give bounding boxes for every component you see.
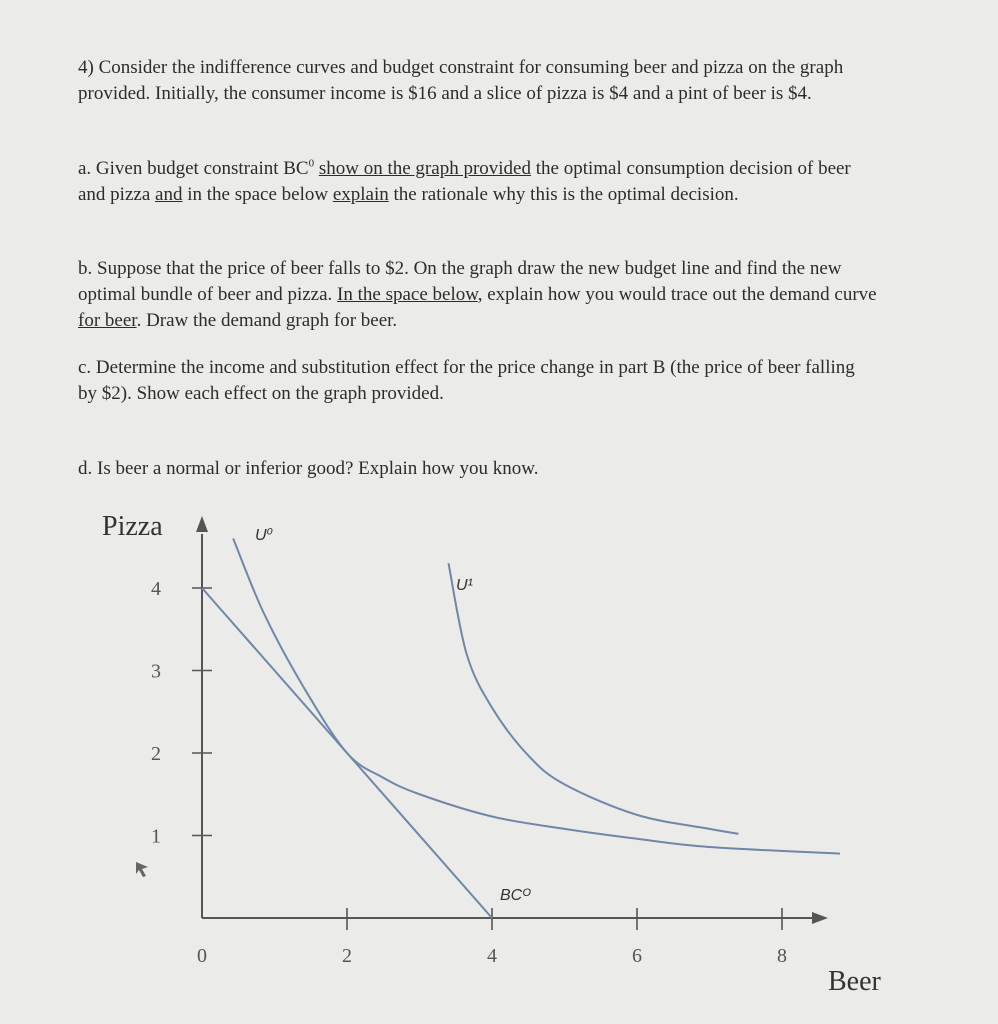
x-tick-label-2: 2: [342, 945, 352, 967]
y-tick-label-3: 3: [151, 660, 161, 683]
y-tick-label-1: 1: [151, 825, 161, 848]
curve-u1: [449, 563, 739, 834]
y-axis-title: Pizza: [102, 511, 163, 542]
curve-u0: [233, 539, 840, 854]
part-a-underline-2: and: [155, 184, 183, 205]
part-b-text-1: b. Suppose that the price of beer falls to $2. On the graph draw the new budget line and find the new optimal bundle of beer and pizza.: [78, 258, 842, 305]
x-axis-arrowhead: [812, 912, 828, 924]
part-b-text-3: . Draw the demand graph for beer.: [136, 310, 398, 331]
y-axis-arrowhead: [196, 516, 208, 532]
part-a-underline-3: explain: [332, 184, 389, 205]
part-a-text-3: the optimal consumption decision of beer and pizza: [78, 158, 851, 205]
x-tick-label-0: 0: [197, 945, 207, 967]
bc0-label: BCᴼ: [500, 887, 531, 904]
part-b-text-2: , explain how you would trace out the demand curve: [477, 284, 877, 305]
question-part-c: c. Determine the income and substitution effect for the price change in part B (the price of beer falling by $2). Show each effect on the graph provided.: [78, 357, 855, 404]
part-b-underline-1: In the space below: [337, 284, 478, 305]
x-tick-label-8: 8: [777, 945, 787, 967]
part-a-text-5: the rationale why this is the optimal decision.: [388, 184, 739, 205]
x-tick-label-6: 6: [632, 945, 642, 967]
part-a-underline-1: show on the graph provided: [318, 158, 531, 179]
y-tick-label-4: 4: [151, 578, 161, 600]
part-b-underline-2: for beer: [78, 310, 137, 331]
axes: [196, 516, 828, 924]
cursor-arrow-icon: [136, 862, 148, 877]
u0-label: U⁰: [255, 527, 273, 544]
question-part-d: d. Is beer a normal or inferior good? Explain how you know.: [78, 458, 539, 479]
y-tick-label-2: 2: [151, 743, 161, 765]
curves: [202, 539, 840, 919]
u1-label: U¹: [456, 577, 473, 594]
part-a-superscript: 0: [308, 157, 315, 170]
axis-ticks: [151, 578, 787, 967]
question-intro: 4) Consider the indifference curves and budget constraint for consuming beer and pizza on the graph provided. Initially, the consumer income is $16 and a slice of pizza is $4 and a pint of beer is $4.: [78, 57, 844, 104]
x-tick-label-4: 4: [487, 945, 497, 967]
part-a-text-1: a. Given budget constraint BC: [78, 158, 309, 179]
x-axis-title: Beer: [828, 966, 881, 997]
part-a-text-4: in the space below: [182, 184, 333, 205]
